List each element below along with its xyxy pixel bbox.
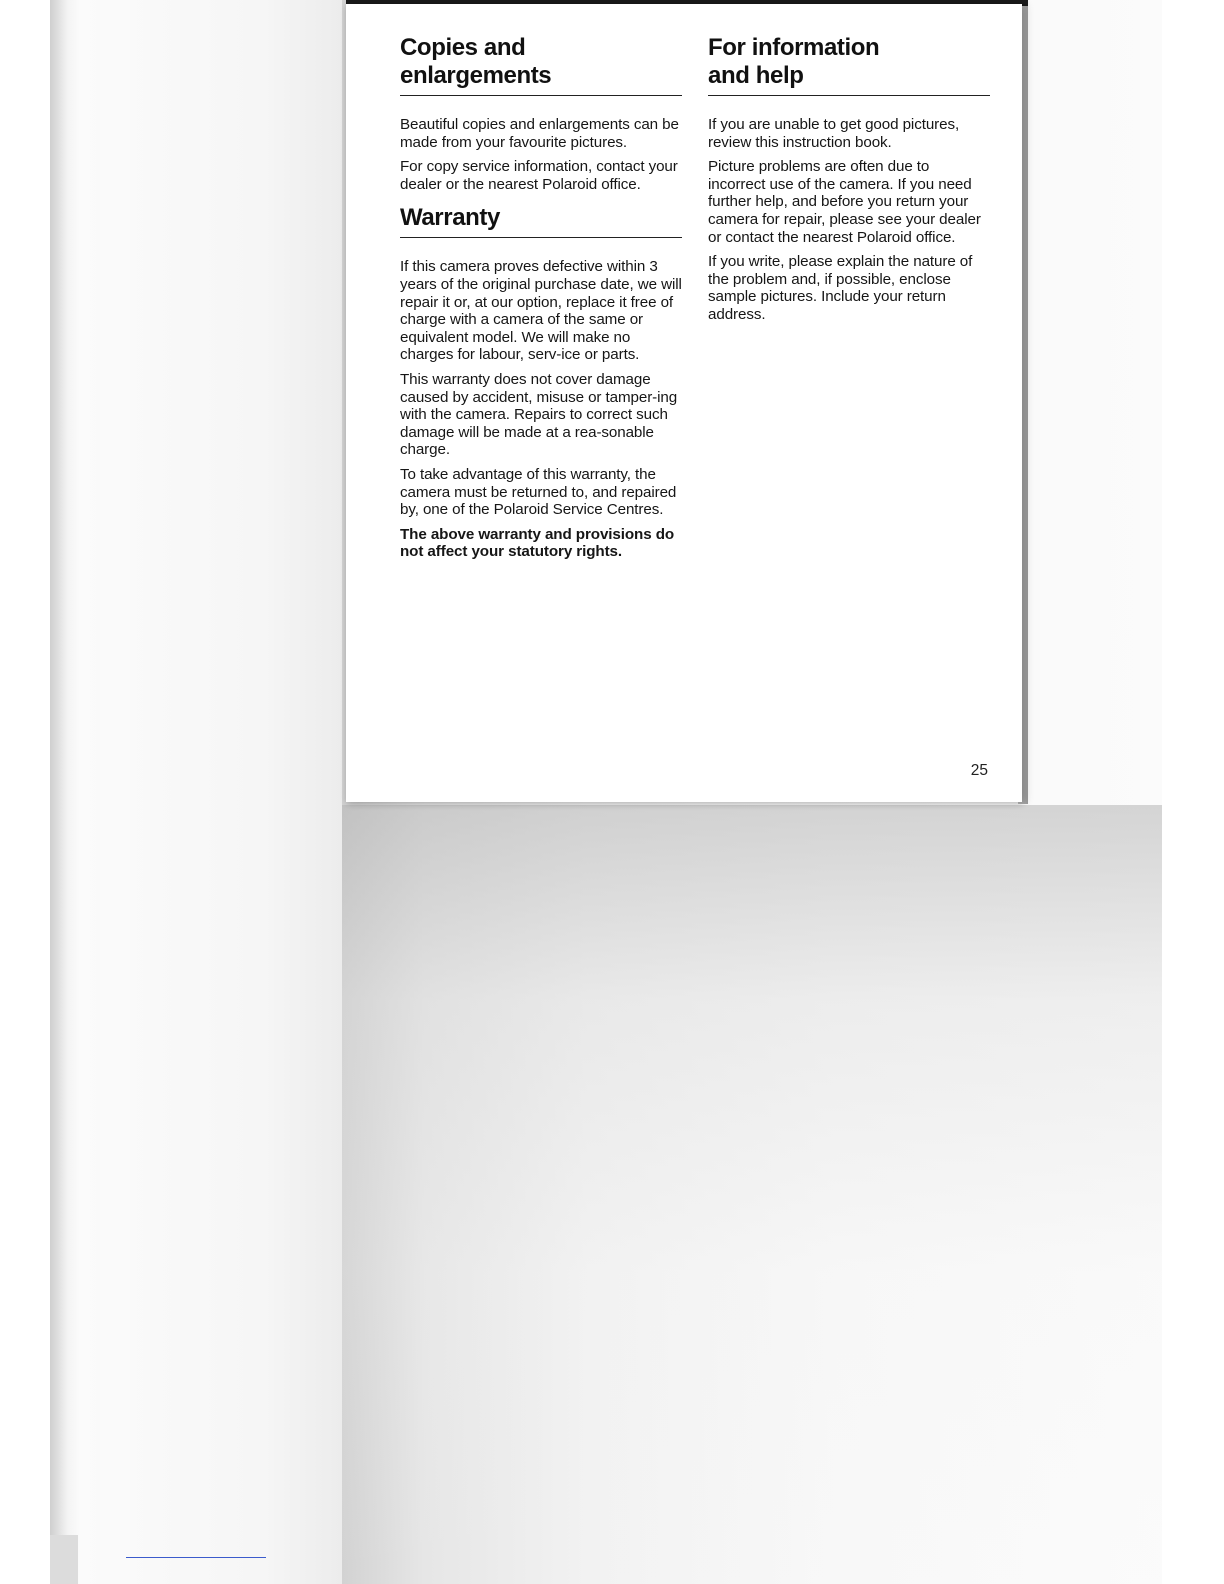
booklet-page bbox=[346, 4, 1022, 802]
info-heading-line1: For information bbox=[708, 34, 880, 61]
heading-rule bbox=[400, 95, 682, 96]
warranty-heading: Warranty bbox=[400, 204, 500, 232]
statutory-rights-note: The above warranty and provisions do not affect your statutory rights. bbox=[400, 525, 675, 561]
copies-heading-line1: Copies and bbox=[400, 34, 526, 61]
scan-background-left bbox=[80, 0, 342, 1584]
copies-paragraph: Beautiful copies and enlargements can be made from your favourite pictures. bbox=[400, 116, 679, 151]
info-heading-line2: and help bbox=[708, 62, 804, 89]
warranty-paragraph: This warranty does not cover damage caused by accident, misuse or tamper-ing with the camera. Repairs to correct such damage will be made at a rea-sonable charge. bbox=[400, 370, 678, 459]
scan-edge-strip bbox=[50, 1535, 78, 1584]
info-paragraph: If you are unable to get good pictures, review this instruction book. bbox=[708, 116, 960, 151]
copies-heading bbox=[400, 34, 682, 90]
page-number: 25 bbox=[970, 762, 988, 779]
scan-shadow-left bbox=[50, 0, 80, 1584]
copies-heading-line2: enlargements bbox=[400, 62, 552, 89]
copies-paragraph: For copy service information, contact your dealer or the nearest Polaroid office. bbox=[400, 158, 678, 193]
scan-artifact-line bbox=[126, 1557, 266, 1558]
warranty-section bbox=[400, 204, 682, 561]
info-help-heading bbox=[708, 34, 990, 90]
info-help-section bbox=[708, 34, 990, 324]
left-column bbox=[400, 34, 682, 568]
copies-section bbox=[400, 34, 682, 193]
scan-margin-right bbox=[1162, 0, 1224, 1584]
warranty-paragraph: To take advantage of this warranty, the camera must be returned to, and repaired by, one of the Polaroid Service Centres. bbox=[400, 465, 677, 519]
heading-rule bbox=[708, 95, 990, 96]
heading-rule bbox=[400, 237, 682, 238]
warranty-paragraph: If this camera proves defective within 3 years of the original purchase date, we will repair it or, at our option, replace it free of charge with a camera of the same or equivalent model. We will make no charges for labour, serv-ice or parts. bbox=[400, 258, 682, 364]
right-column bbox=[708, 34, 990, 331]
info-paragraph: If you write, please explain the nature of the problem and, if possible, enclose sample pictures. Include your return address. bbox=[708, 253, 973, 323]
info-paragraph: Picture problems are often due to incorrect use of the camera. If you need further help, and before you return your camera for repair, please see your dealer or contact the nearest Polaroid office. bbox=[708, 158, 981, 246]
